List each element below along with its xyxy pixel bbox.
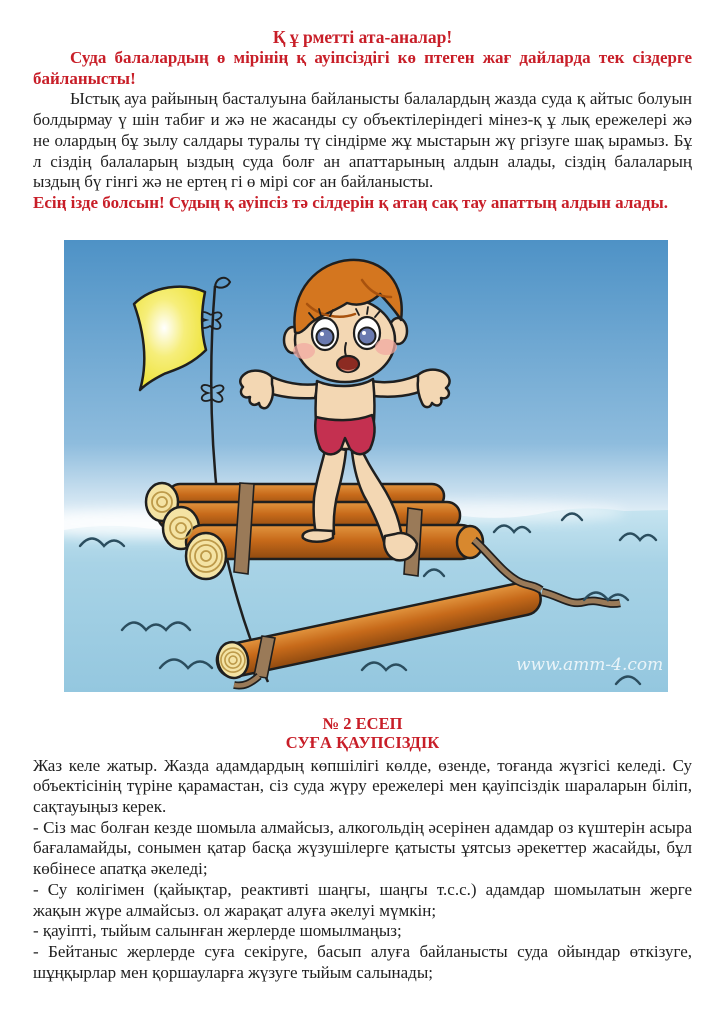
safety-intro-paragraph: Жаз келе жатыр. Жазда адамдардың көпшілігі көлде, өзенде, тоғанда жүзгісі келеді. Су объектісінің түріне қарамастан, сіз суда жүру ережелері мен қауіпсіздік шараларын біліп, сақтауыңыз керек. [33,755,692,817]
page-title: Қ ұ рметті ата-аналар! [272,27,453,47]
safety-rule-item: - Су колігімен (қайықтар, реактивті шаңгы, шаңгы т.с.с.) адамдар шомылатын жерге жақын жүре алмайсыз. ол жарақат алуға әкелуі мүмкін; [33,879,692,920]
watermark-text: www.amm-4.com [516,654,664,675]
raft-illustration [64,240,668,692]
safety-rule-item: - қауіпті, тыйым салынған жерлерде шомылмаңыз; [33,921,402,941]
intro-paragraph: Суда балалардың ө мірінің қ ауіпсіздігі кө птеген жағ дайларда тек сіздерге байланысты! [33,48,692,88]
body-paragraph: Ыстық ауа райының басталуына байланысты балалардың жазда суда қ айтыс болуын болдырмау ү шін табиғ и жә не жасанды су объектілеріндегі мінез-қ ұ лық ережелері жә не олардың бұ зылу салдары туралы тү сіндірме жұ мыстарын жү ргізуге шақ ырамыз. Бұ л сіздің балаларың ыздың суда болғ ан апаттарының алдын алады, сіздің балаларың ыздың бү гінгі жә не ертең гі ө мірі соғ ан байланысты. [33,89,692,192]
safety-rule-item: - Сіз мас болған кезде шомыла алмайсыз, алкогольдің әсерінен адамдар оз күштерін асыра бағаламайды, сонымен қатар басқа жүзушілерге қатысты ұятсыз әрекеттер жасайды, бұл көбінесе апатқа әкеледі; [33,817,692,879]
safety-rule-item: - Бейтаныс жерлерде суға секіруге, басып алуға байланысты суда ойындар өткізуге, шұңқырлар мен қоршауларға жүзуге тыйым салынады; [33,941,692,982]
section-number: № 2 ЕСЕП [322,713,403,733]
warning-paragraph: Есің ізде болсын! Судың қ ауіпсіз тә сілдерін қ атаң сақ тау апаттың алдын алады. [33,192,668,212]
section-title: СУҒА ҚАУПСІЗДІК [285,733,440,753]
